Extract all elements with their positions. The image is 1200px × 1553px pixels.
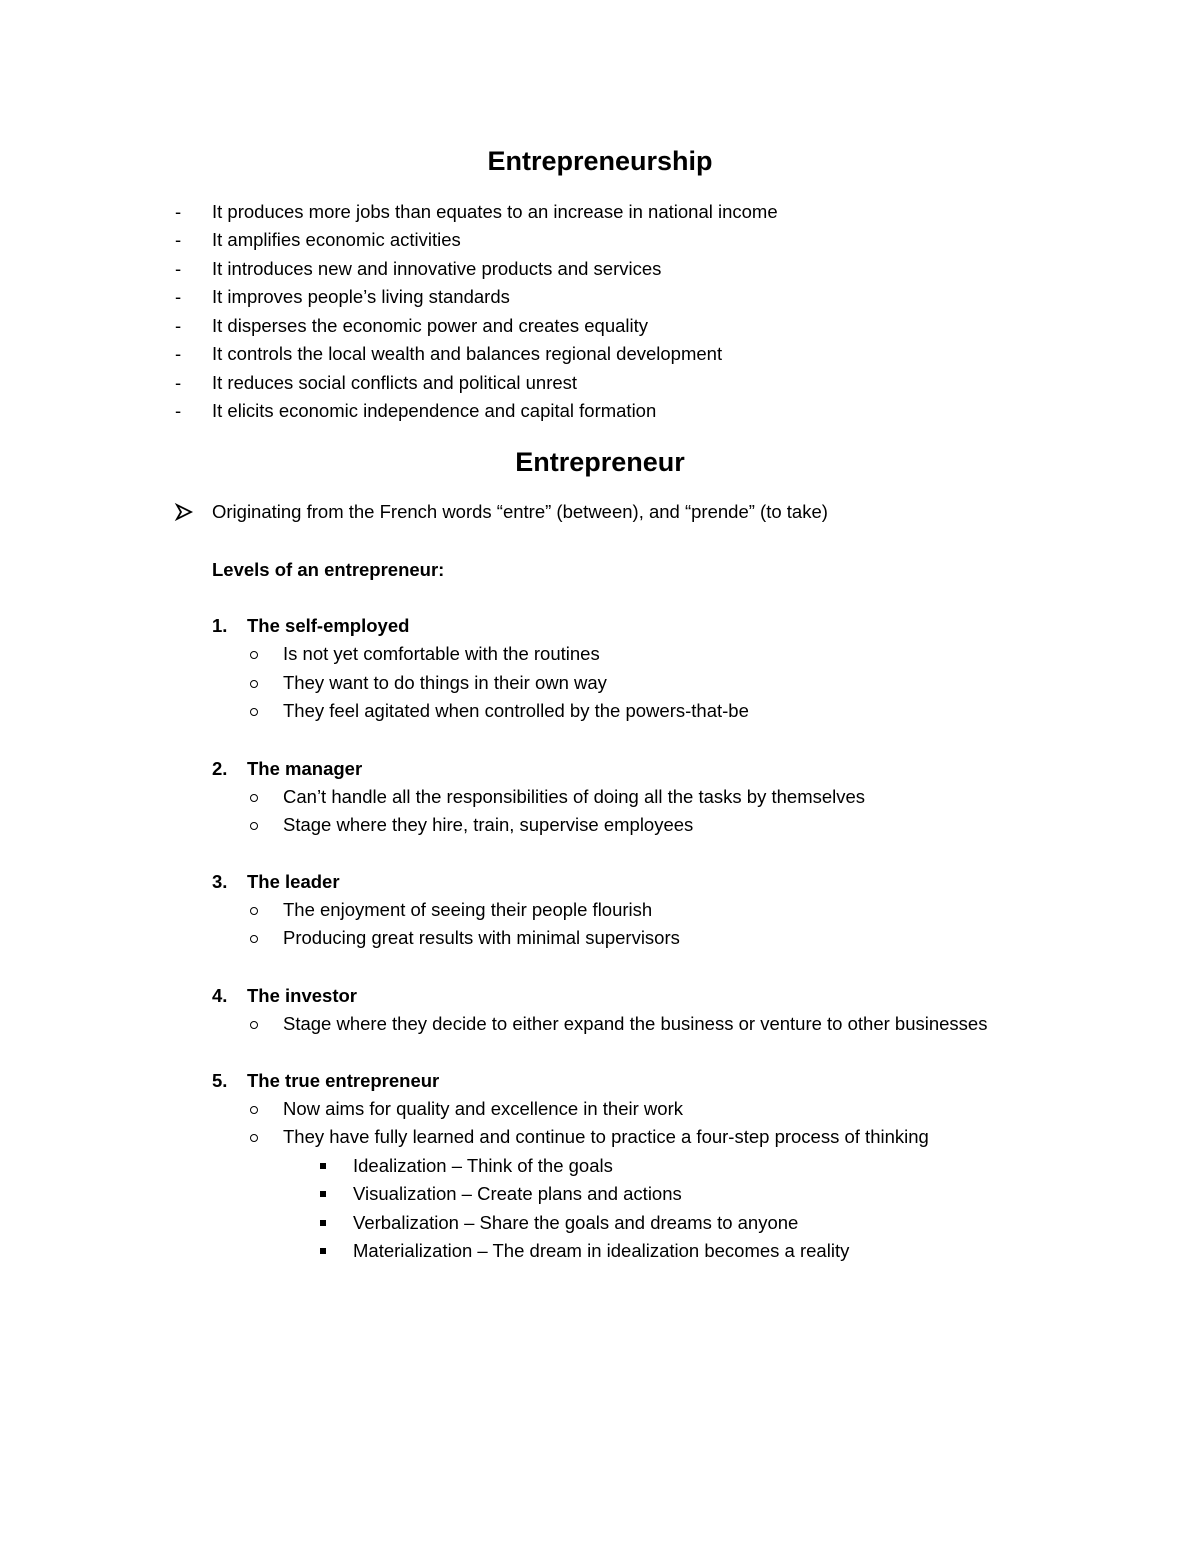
- circle-bullet-icon: [250, 651, 258, 659]
- list-item: It controls the local wealth and balances regional development: [212, 343, 723, 364]
- level-name: The leader: [247, 871, 340, 892]
- circle-bullet-icon: [250, 794, 258, 802]
- list-item: It disperses the economic power and creates equality: [212, 315, 649, 336]
- square-bullet-icon: [320, 1220, 326, 1226]
- level-point: They have fully learned and continue to practice a four-step process of thinking: [283, 1126, 929, 1147]
- list-item: It introduces new and innovative products and services: [212, 258, 662, 279]
- list-item: It produces more jobs than equates to an increase in national income: [212, 201, 778, 222]
- circle-bullet-icon: [250, 1134, 258, 1142]
- list-item: It improves people’s living standards: [212, 286, 510, 307]
- entrepreneur-heading: Entrepreneur: [515, 447, 685, 477]
- circle-bullet-icon: [250, 680, 258, 688]
- level-point: The enjoyment of seeing their people flourish: [283, 899, 653, 920]
- level-name: The manager: [247, 758, 363, 779]
- list-item: It elicits economic independence and capital formation: [212, 400, 657, 421]
- step-item: Idealization – Think of the goals: [353, 1155, 613, 1176]
- circle-bullet-icon: [250, 1106, 258, 1114]
- level-point: Producing great results with minimal supervisors: [283, 927, 680, 948]
- level-number: 1.: [212, 615, 228, 636]
- level-name: The investor: [247, 985, 357, 1006]
- level-number: 3.: [212, 871, 228, 892]
- origin-text: Originating from the French words “entre” (between), and “prende” (to take): [212, 501, 828, 522]
- circle-bullet-icon: [250, 708, 258, 716]
- step-item: Visualization – Create plans and actions: [353, 1183, 682, 1204]
- level-name: The true entrepreneur: [247, 1070, 440, 1091]
- level-point: They feel agitated when controlled by the powers-that-be: [283, 700, 749, 721]
- arrow-bullet-icon: [174, 500, 196, 524]
- circle-bullet-icon: [250, 822, 258, 830]
- dash-bullet: -: [175, 343, 182, 364]
- level-number: 5.: [212, 1070, 228, 1091]
- level-point: Stage where they hire, train, supervise employees: [283, 814, 694, 835]
- list-item: It amplifies economic activities: [212, 229, 461, 250]
- level-point: Can’t handle all the responsibilities of doing all the tasks by themselves: [283, 786, 866, 807]
- step-item: Verbalization – Share the goals and dreams to anyone: [353, 1212, 799, 1233]
- dash-bullet: -: [175, 229, 182, 250]
- dash-bullet: -: [175, 400, 182, 421]
- dash-bullet: -: [175, 372, 182, 393]
- dash-bullet: -: [175, 201, 182, 222]
- entrepreneurship-heading: Entrepreneurship: [487, 146, 713, 176]
- list-item: It reduces social conflicts and political unrest: [212, 372, 578, 393]
- level-point: Is not yet comfortable with the routines: [283, 643, 600, 664]
- level-point: They want to do things in their own way: [283, 672, 607, 693]
- square-bullet-icon: [320, 1163, 326, 1169]
- circle-bullet-icon: [250, 907, 258, 915]
- square-bullet-icon: [320, 1248, 326, 1254]
- level-number: 2.: [212, 758, 228, 779]
- level-point: Stage where they decide to either expand the business or venture to other businesses: [283, 1013, 988, 1034]
- levels-heading: Levels of an entrepreneur:: [212, 559, 445, 580]
- step-item: Materialization – The dream in idealization becomes a reality: [353, 1240, 850, 1261]
- dash-bullet: -: [175, 286, 182, 307]
- circle-bullet-icon: [250, 1021, 258, 1029]
- square-bullet-icon: [320, 1191, 326, 1197]
- dash-bullet: -: [175, 258, 182, 279]
- dash-bullet: -: [175, 315, 182, 336]
- circle-bullet-icon: [250, 935, 258, 943]
- level-number: 4.: [212, 985, 228, 1006]
- level-name: The self-employed: [247, 615, 410, 636]
- level-point: Now aims for quality and excellence in their work: [283, 1098, 683, 1119]
